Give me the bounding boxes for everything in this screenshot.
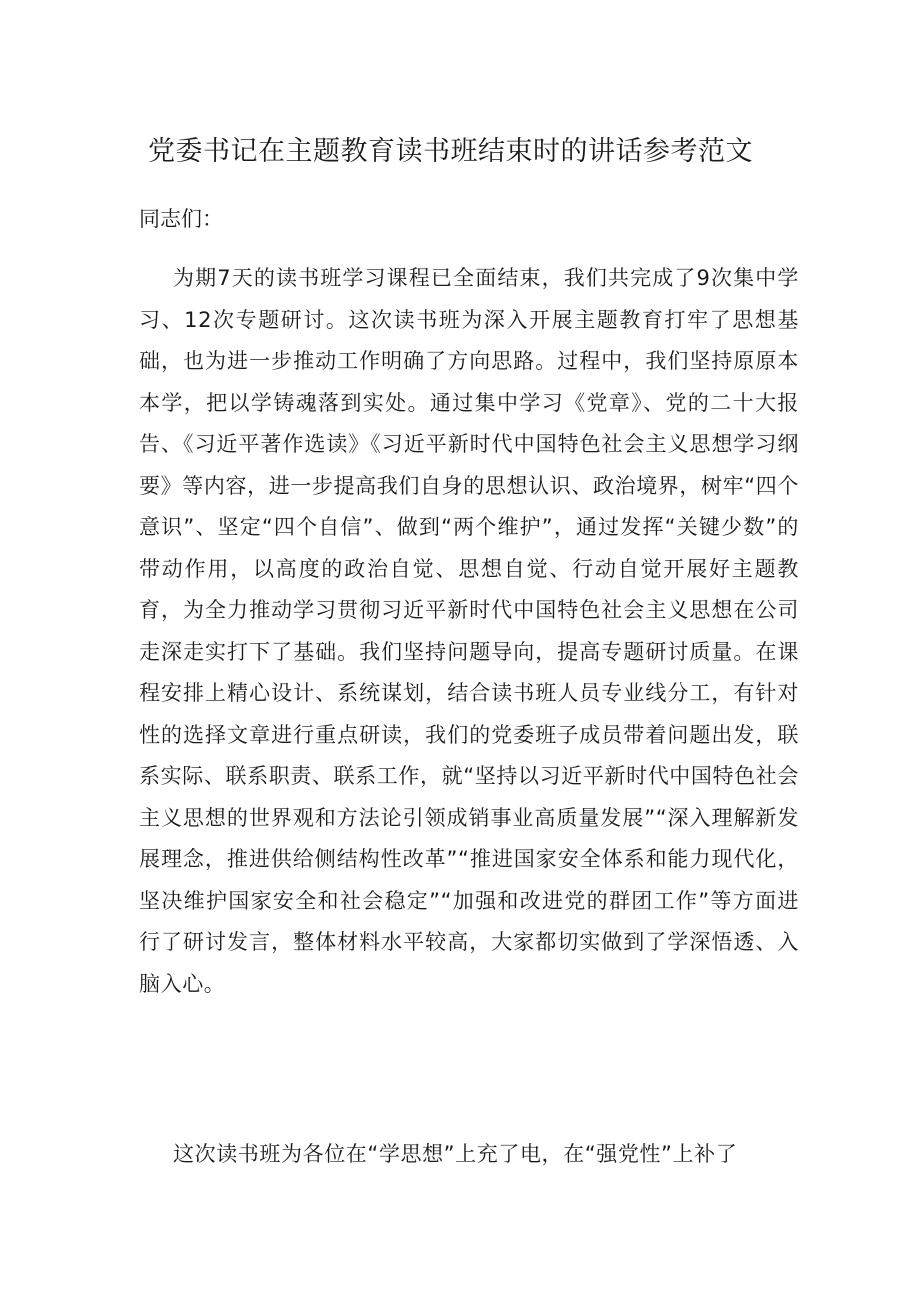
body-paragraph-1: 为期7天的读书班学习课程已全面结束，我们共完成了9次集中学习、12次专题研讨。这次读书班为深入开展主题教育打牢了思想基础，也为进一步推动工作明确了方向思路。过程中，我们坚持原原本本学，把以学铸魂落到实处。通过集中学习《党章》、党的二十大报告、《习近平著作选读》《习近平新时代中国特色社会主义思想学习纲要》等内容，进一步提高我们自身的思想认识、政治境界，树牢“四个意识”、坚定“四个自信”、做到“两个维护”，通过发挥“关键少数”的带动作用，以高度的政治自觉、思想自觉、行动自觉开展好主题教育，为全力推动学习贯彻习近平新时代中国特色社会主义思想在公司走深走实打下了基础。我们坚持问题导向，提高专题研讨质量。在课程安排上精心设计、系统谋划，结合读书班人员专业线分工，有针对性的选择文章进行重点研读，我们的党委班子成员带着问题出发，联系实际、联系职责、联系工作，就“坚持以习近平新时代中国特色社会主义思想的世界观和方法论引领成销事业高质量发展”“深入理解新发展理念，推进供给侧结构性改革”“推进国家安全体系和能力现代化，坚决维护国家安全和社会稳定”“加强和改进党的群团工作”等方面进行了研讨发言，整体材料水平较高，大家都切实做到了学深悟透、入脑入心。 <box>139 266 799 996</box>
document-title: 党委书记在主题教育读书班结束时的讲话参考范文 <box>148 136 753 167</box>
body-paragraph-2: 这次读书班为各位在“学思想”上充了电，在“强党性”上补了 <box>173 1142 738 1166</box>
salutation: 同志们： <box>139 207 223 231</box>
